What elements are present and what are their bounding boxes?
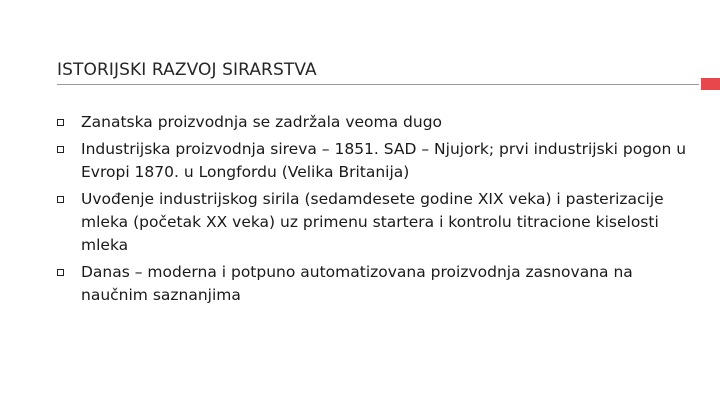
bullet-text: Danas – moderna i potpuno automatizovana proizvodnja zasnovana na naučnim saznanjima xyxy=(81,263,633,304)
square-bullet-icon xyxy=(57,269,64,276)
square-bullet-icon xyxy=(57,196,64,203)
bullet-item xyxy=(57,188,687,257)
bullet-item xyxy=(57,111,687,134)
slide-title: ISTORIJSKI RAZVOJ SIRARSTVA xyxy=(57,60,317,80)
bullet-item xyxy=(57,138,687,184)
bullet-list xyxy=(57,111,687,311)
square-bullet-icon xyxy=(57,146,64,153)
square-bullet-icon xyxy=(57,119,64,126)
bullet-text: Industrijska proizvodnja sireva – 1851. SAD – Njujork; prvi industrijski pogon u Evropi 1870. u Longfordu (Velika Britanija) xyxy=(81,140,687,181)
accent-bar xyxy=(701,78,720,90)
bullet-text: Zanatska proizvodnja se zadržala veoma dugo xyxy=(81,113,443,131)
bullet-text: Uvođenje industrijskog sirila (sedamdesete godine XIX veka) i pasterizacije mleka (početak XX veka) uz primenu startera i kontrolu titracione kiselosti mleka xyxy=(81,190,664,254)
bullet-item xyxy=(57,261,687,307)
title-divider xyxy=(57,84,699,85)
